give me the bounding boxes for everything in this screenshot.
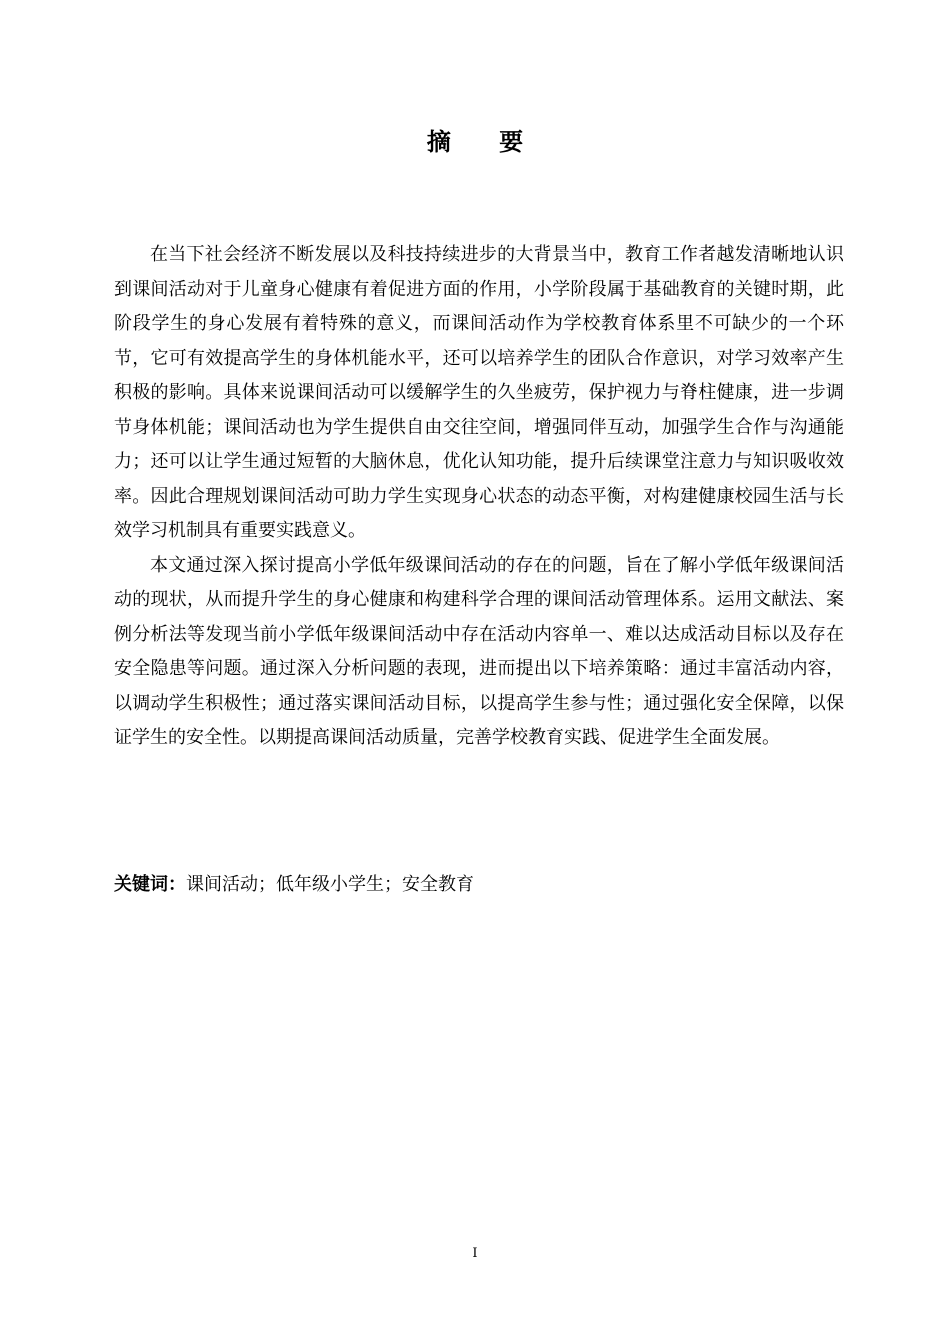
keywords-line <box>114 870 844 900</box>
abstract-body <box>114 238 844 756</box>
abstract-title: 摘 要 <box>426 128 544 156</box>
keywords-text: 课间活动；低年级小学生；安全教育 <box>186 874 474 895</box>
keywords-label: 关键词： <box>114 874 186 895</box>
abstract-paragraph-1: 在当下社会经济不断发展以及科技持续进步的大背景当中，教育工作者越发清晰地认识到课间活动对于儿童身心健康有着促进方面的作用，小学阶段属于基础教育的关键时期，此阶段学生的身心发展有着特殊的意义，而课间活动作为学校教育体系里不可缺少的一个环节，它可有效提高学生的身体机能水平，还可以培养学生的团队合作意识，对学习效率产生积极的影响。具体来说课间活动可以缓解学生的久坐疲劳，保护视力与脊柱健康，进一步调节身体机能；课间活动也为学生提供自由交往空间，增强同伴互动，加强学生合作与沟通能力；还可以让学生通过短暂的大脑休息，优化认知功能，提升后续课堂注意力与知识吸收效率。因此合理规划课间活动可助力学生实现身心状态的动态平衡，对构建健康校园生活与长效学习机制具有重要实践意义。 <box>114 244 844 541</box>
abstract-paragraph-2: 本文通过深入探讨提高小学低年级课间活动的存在的问题，旨在了解小学低年级课间活动的现状，从而提升学生的身心健康和构建科学合理的课间活动管理体系。运用文献法、案例分析法等发现当前小学低年级课间活动中存在活动内容单一、难以达成活动目标以及存在安全隐患等问题。通过深入分析问题的表现，进而提出以下培养策略：通过丰富活动内容，以调动学生积极性；通过落实课间活动目标，以提高学生参与性；通过强化安全保障，以保证学生的安全性。以期提高课间活动质量，完善学校教育实践、促进学生全面发展。 <box>114 554 844 748</box>
page-number: I <box>472 1246 478 1261</box>
